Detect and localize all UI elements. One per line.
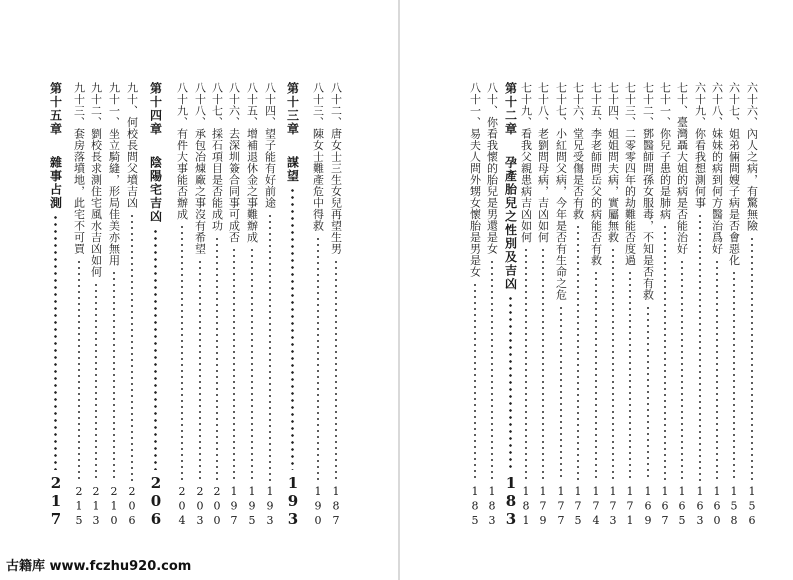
entry-title: 九十一、坐立騎縫，形局佳美亦無用 <box>107 82 121 266</box>
entry-title: 七十八、老劉問母病，吉凶如何 <box>536 82 550 243</box>
page-number: 183 <box>502 474 520 528</box>
chapter-heading <box>50 82 62 210</box>
page-number: 179 <box>536 484 550 528</box>
entry-title: 七十六、堂兄受傷是否有救 <box>571 82 585 220</box>
dot-leader <box>233 247 235 481</box>
dot-leader <box>542 247 544 481</box>
entry-title: 八十六、去深圳簽合同事可成否 <box>227 82 241 243</box>
toc-entry <box>746 82 758 528</box>
page-spine <box>398 0 400 580</box>
dot-leader <box>54 214 57 470</box>
dot-leader <box>612 247 614 481</box>
entry-title: 六十九、你看我想測何事 <box>693 82 707 209</box>
entry-title: 七十三、二零零四年的劫難能否度過 <box>623 82 637 266</box>
page-number: 206 <box>125 484 139 528</box>
page-number: 165 <box>675 484 689 528</box>
entry-title: 六十八、妹妹的病到何方醫治爲好 <box>710 82 724 255</box>
dot-leader <box>251 247 253 481</box>
toc-entry <box>126 82 138 528</box>
chapter-heading <box>287 82 299 183</box>
page-number: 163 <box>693 484 707 528</box>
entry-title: 八十九、有件大事能否辦成 <box>175 82 189 220</box>
page-number: 181 <box>519 484 533 528</box>
dot-leader <box>154 228 157 471</box>
dot-leader <box>647 305 649 481</box>
page-number: 200 <box>210 484 224 528</box>
page-number: 175 <box>571 484 585 528</box>
toc-entry <box>590 82 602 528</box>
dot-leader <box>699 213 701 481</box>
entry-title: 八十三、陳女士難產危中得救 <box>311 82 325 232</box>
dot-leader <box>216 236 218 481</box>
entry-title: 八十、你看我懷的胎兒是男還是女 <box>485 82 499 255</box>
dot-leader <box>733 270 735 481</box>
entry-title: 八十八、承包冶煉廠之事沒有希望 <box>193 82 207 255</box>
toc-entry <box>211 82 223 528</box>
toc-entry <box>642 82 654 528</box>
entry-title: 六十六、內人之病，有驚無險 <box>745 82 759 232</box>
entry-title: 六十七、姐弟倆問嫂子病是否會惡化 <box>727 82 741 266</box>
page-number: 213 <box>89 484 103 528</box>
toc-entry <box>520 82 532 528</box>
dot-leader <box>751 236 753 481</box>
toc-entry <box>659 82 671 528</box>
page-number: 217 <box>47 474 65 528</box>
entry-title: 九十三、套房落墳地，此宅不可買 <box>72 82 86 255</box>
dot-leader <box>269 213 271 481</box>
entry-title: 九十、何校長問父墳吉凶 <box>125 82 139 209</box>
entry-title: 七十二、鄧醫師問孫女服毒，不知是否有救 <box>641 82 655 301</box>
toc-entry <box>90 82 102 528</box>
chapter-title: 孕產胎兒之性別及吉凶 <box>503 156 518 291</box>
dot-leader <box>131 213 133 481</box>
entry-title: 七十一、你兒子患的是肺病 <box>658 82 672 220</box>
chapter-title: 雜事占測 <box>48 156 63 210</box>
dot-leader <box>595 270 597 481</box>
toc-entry <box>312 82 324 528</box>
page-number: 215 <box>72 484 86 528</box>
dot-leader <box>509 295 512 470</box>
entry-title: 八十四、望子能有好前途 <box>263 82 277 209</box>
page-number: 210 <box>107 484 121 528</box>
page-number: 173 <box>606 484 620 528</box>
toc-chapter <box>503 82 518 528</box>
chapter-number: 第十三章 <box>285 82 300 136</box>
toc-entry <box>330 82 342 528</box>
dot-leader <box>95 282 97 481</box>
dot-leader <box>78 259 80 481</box>
chapter-title: 謀望 <box>285 156 300 183</box>
toc-entry <box>676 82 688 528</box>
dot-leader <box>664 224 666 481</box>
toc-entry <box>694 82 706 528</box>
entry-title: 七十四、姐姐問夫病，實屬無救 <box>606 82 620 243</box>
toc-entry <box>469 82 481 528</box>
dot-leader <box>491 259 493 481</box>
toc-entry <box>607 82 619 528</box>
dot-leader <box>681 259 683 481</box>
page-number: 185 <box>468 484 482 528</box>
entry-title: 七十九、看我父親患病吉凶如何 <box>519 82 533 243</box>
page-number: 197 <box>227 484 241 528</box>
page-number: 206 <box>147 474 165 528</box>
dot-leader <box>291 187 294 470</box>
toc-entry <box>108 82 120 528</box>
page-number: 204 <box>175 484 189 528</box>
page-number: 156 <box>745 484 759 528</box>
dot-leader <box>525 247 527 481</box>
page-number: 169 <box>641 484 655 528</box>
page-number: 190 <box>311 484 325 528</box>
dot-leader <box>181 224 183 481</box>
page-number: 183 <box>485 484 499 528</box>
page-number: 167 <box>658 484 672 528</box>
dot-leader <box>317 236 319 481</box>
page-number: 187 <box>329 484 343 528</box>
page-number: 195 <box>245 484 259 528</box>
page-number: 174 <box>589 484 603 528</box>
dot-leader <box>113 270 115 481</box>
toc-chapter <box>48 82 63 528</box>
toc-entry <box>711 82 723 528</box>
toc-entry <box>228 82 240 528</box>
page-number: 158 <box>727 484 741 528</box>
toc-entry <box>555 82 567 528</box>
entry-title: 七十五、李老師問岳父的病能否有救 <box>589 82 603 266</box>
toc-entry <box>246 82 258 528</box>
page-number: 193 <box>284 474 302 528</box>
toc-entry <box>176 82 188 528</box>
chapter-heading <box>505 82 517 291</box>
dot-leader <box>560 305 562 481</box>
entry-title: 八十二、唐女士三生女兒再望生男 <box>329 82 343 255</box>
toc-entry <box>194 82 206 528</box>
page-number: 160 <box>710 484 724 528</box>
dot-leader <box>474 282 476 481</box>
dot-leader <box>335 259 337 481</box>
toc-entry <box>624 82 636 528</box>
page-number: 203 <box>193 484 207 528</box>
dot-leader <box>716 259 718 481</box>
toc-entry <box>728 82 740 528</box>
dot-leader <box>199 259 201 481</box>
page-number: 193 <box>263 484 277 528</box>
chapter-title: 陰陽宅吉凶 <box>148 156 163 224</box>
chapter-number: 第十五章 <box>48 82 63 136</box>
page-number: 177 <box>554 484 568 528</box>
chapter-number: 第十四章 <box>148 82 163 136</box>
toc-chapter <box>285 82 300 528</box>
toc-entry <box>572 82 584 528</box>
page-number: 171 <box>623 484 637 528</box>
dot-leader <box>629 270 631 481</box>
site-watermark: 古籍库 www.fczhu920.com <box>6 559 192 574</box>
chapter-heading <box>150 82 162 224</box>
toc-entry <box>537 82 549 528</box>
entry-title: 八十一、易夫人問外甥女懷胎是男是女 <box>468 82 482 278</box>
toc-entry <box>264 82 276 528</box>
entry-title: 七十、臺灣聶大姐的病是否能治好 <box>675 82 689 255</box>
entry-title: 七十七、小紅問父病，今年是否有生命之危 <box>554 82 568 301</box>
dot-leader <box>577 224 579 481</box>
entry-title: 九十二、劉校長求測住宅風水吉凶如何 <box>89 82 103 278</box>
toc-entry <box>486 82 498 528</box>
entry-title: 八十五、增補退休金之事難辦成 <box>245 82 259 243</box>
toc-chapter <box>148 82 163 528</box>
chapter-number: 第十二章 <box>503 82 518 136</box>
toc-entry <box>73 82 85 528</box>
entry-title: 八十七、採石項目是否能成功 <box>210 82 224 232</box>
